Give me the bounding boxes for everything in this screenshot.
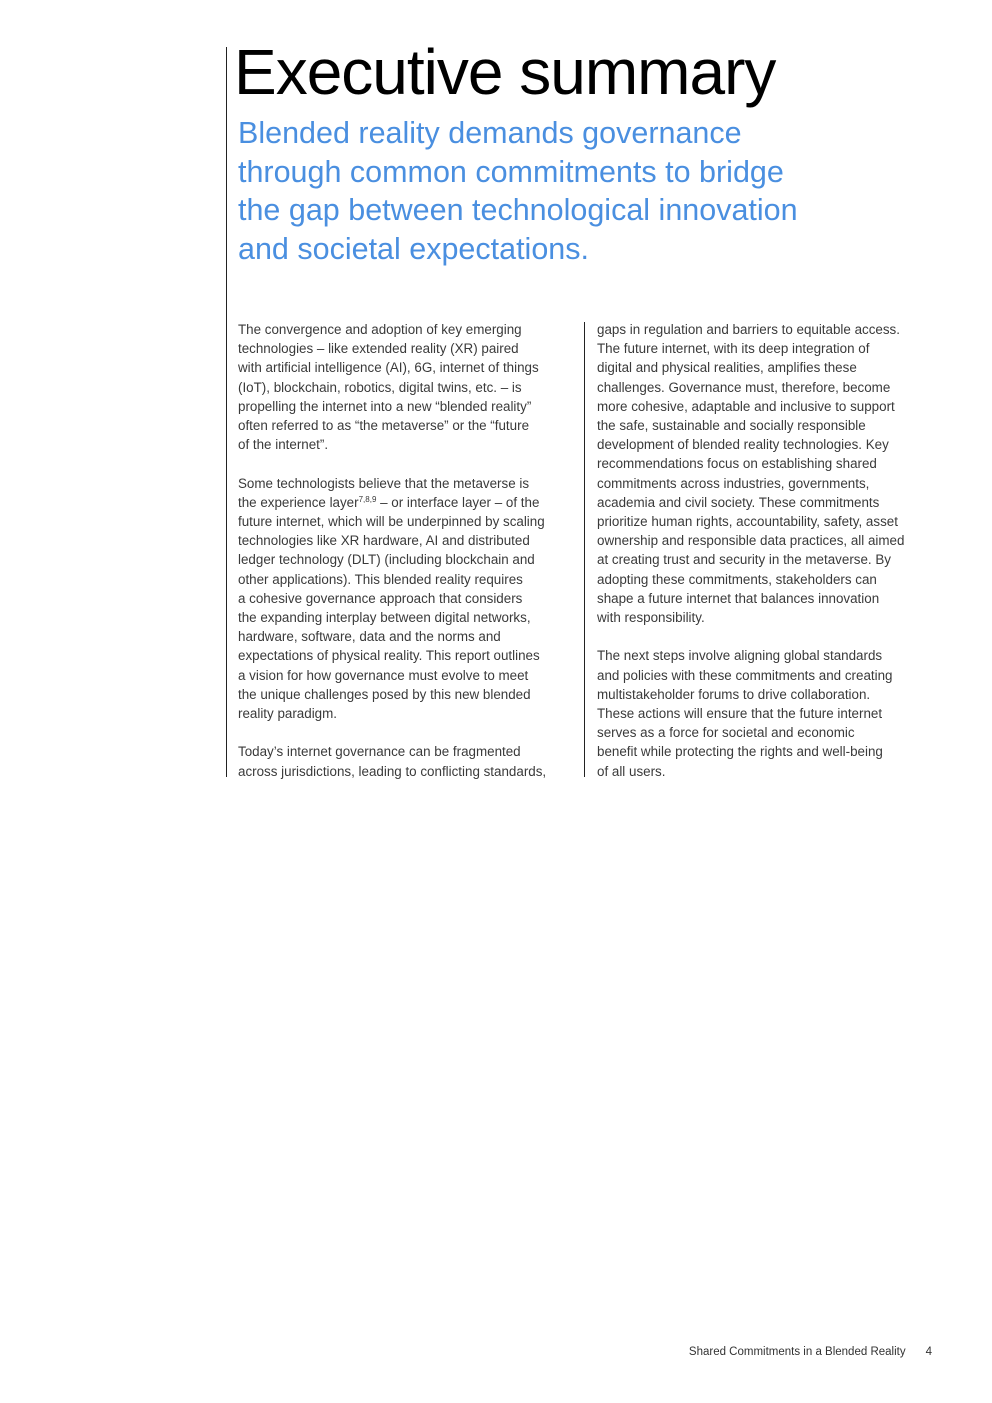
text-line: with artificial intelligence (AI), 6G, internet of things <box>238 360 539 376</box>
text-line: other applications). This blended reality requires <box>238 571 523 587</box>
text-line: at creating trust and security in the metaverse. By <box>597 552 891 568</box>
column-divider-rule <box>584 322 585 777</box>
text-fragment: – or interface layer – of the <box>376 494 540 510</box>
text-line: the safe, sustainable and socially responsible <box>597 418 866 434</box>
subtitle-line: through common commitments to bridge <box>238 154 784 189</box>
footer-report-title: Shared Commitments in a Blended Reality <box>688 1346 906 1358</box>
text-line: hardware, software, data and the norms and <box>238 629 501 645</box>
text-line: technologies – like extended reality (XR) paired <box>238 341 519 357</box>
text-line: serves as a force for societal and economic <box>597 725 855 741</box>
text-line: future internet, which will be underpinned by scaling <box>238 514 545 530</box>
text-line: The next steps involve aligning global standards <box>597 648 883 664</box>
text-line: recommendations focus on establishing shared <box>597 456 877 472</box>
body-column-right <box>597 320 937 781</box>
text-line: ownership and responsible data practices, all aimed <box>597 533 905 549</box>
paragraph <box>238 320 578 454</box>
text-line: with responsibility. <box>597 610 705 626</box>
text-line: technologies like XR hardware, AI and distributed <box>238 533 530 549</box>
text-line: the unique challenges posed by this new blended <box>238 686 531 702</box>
text-line: reality paradigm. <box>238 706 337 722</box>
text-line <box>238 493 578 512</box>
text-line: gaps in regulation and barriers to equitable access. <box>597 322 900 337</box>
text-line: Some technologists believe that the metaverse is <box>238 475 530 491</box>
text-line: digital and physical realities, amplifies these <box>597 360 857 376</box>
text-line: commitments across industries, governments, <box>597 475 870 491</box>
subtitle-line: Blended reality demands governance <box>238 116 742 150</box>
text-line: and policies with these commitments and creating <box>597 667 893 683</box>
text-line: a vision for how governance must evolve to meet <box>238 667 529 683</box>
text-line: a cohesive governance approach that considers <box>238 590 523 606</box>
paragraph <box>238 474 578 724</box>
text-line: (IoT), blockchain, robotics, digital twins, etc. – is <box>238 379 522 395</box>
text-line: the expanding interplay between digital networks, <box>238 610 531 626</box>
text-line: benefit while protecting the rights and well-being <box>597 744 883 760</box>
page-title: Executive summary <box>234 36 776 108</box>
footnote-reference[interactable]: 7,8,9 <box>358 494 377 504</box>
subtitle-line: and societal expectations. <box>238 231 589 266</box>
text-line: propelling the internet into a new “blended reality” <box>238 398 532 414</box>
text-line: often referred to as “the metaverse” or the “future <box>238 418 530 434</box>
left-vertical-rule <box>226 47 227 777</box>
text-fragment: the experience layer <box>238 494 359 510</box>
text-line: ledger technology (DLT) (including blockchain and <box>238 552 535 568</box>
text-line: multistakeholder forums to drive collaboration. <box>597 686 871 702</box>
text-line: development of blended reality technologies. Key <box>597 437 889 453</box>
text-line: academia and civil society. These commitments <box>597 494 880 510</box>
page-footer <box>689 1346 932 1358</box>
text-line: Today’s internet governance can be fragmented <box>238 744 521 760</box>
text-line: challenges. Governance must, therefore, become <box>597 379 891 395</box>
paragraph <box>597 646 937 780</box>
text-line: prioritize human rights, accountability, safety, asset <box>597 514 898 530</box>
text-line: shape a future internet that balances innovation <box>597 590 880 606</box>
text-line: These actions will ensure that the future internet <box>597 706 883 722</box>
text-line: more cohesive, adaptable and inclusive to support <box>597 398 895 414</box>
page-number: 4 <box>925 1346 932 1358</box>
paragraph <box>597 320 937 627</box>
paragraph <box>238 742 578 780</box>
subtitle <box>238 114 878 268</box>
text-line: expectations of physical reality. This report outlines <box>238 648 540 664</box>
text-line: adopting these commitments, stakeholders can <box>597 571 877 587</box>
text-line: of all users. <box>597 763 666 779</box>
text-line: of the internet”. <box>238 437 329 453</box>
text-line: The future internet, with its deep integration of <box>597 341 870 357</box>
subtitle-line: the gap between technological innovation <box>238 193 798 227</box>
body-column-left <box>238 320 578 781</box>
text-line: The convergence and adoption of key emerging <box>238 322 522 337</box>
text-line: across jurisdictions, leading to conflicting standards, <box>238 763 547 779</box>
